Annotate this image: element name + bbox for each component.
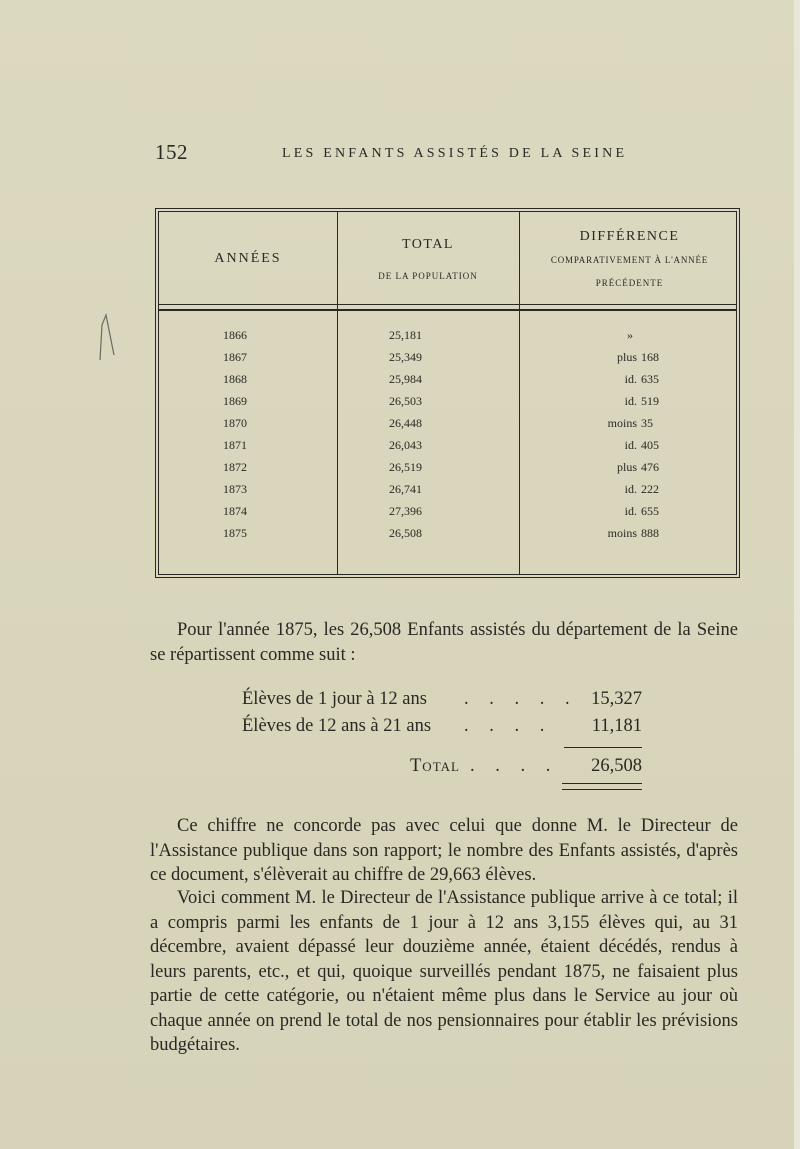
table-row bbox=[159, 394, 736, 416]
summary-list bbox=[242, 686, 642, 740]
difference-word-cell: id. bbox=[624, 394, 637, 408]
year-cell: 1868 bbox=[223, 372, 247, 386]
difference-word-cell: moins bbox=[607, 526, 637, 540]
year-cell: 1869 bbox=[223, 394, 247, 408]
column-header-total-sub: DE LA POPULATION bbox=[378, 271, 478, 281]
total-value: 26,508 bbox=[591, 756, 642, 776]
table-row bbox=[159, 460, 736, 482]
running-title: LES ENFANTS ASSISTÉS DE LA SEINE bbox=[282, 146, 628, 161]
year-cell: 1871 bbox=[223, 438, 247, 452]
population-table bbox=[155, 208, 740, 578]
table-row bbox=[159, 372, 736, 394]
table-body bbox=[159, 328, 736, 548]
difference-word-cell: plus bbox=[616, 460, 637, 474]
total-cell: 26,448 bbox=[389, 416, 422, 430]
page-number: 152 bbox=[155, 140, 188, 164]
pencil-mark bbox=[90, 305, 120, 365]
column-header-total: TOTAL bbox=[401, 237, 454, 252]
summary-value: 15,327 bbox=[591, 689, 642, 709]
year-cell: 1873 bbox=[223, 482, 247, 496]
difference-value-cell: 476 bbox=[641, 460, 659, 474]
table-row bbox=[159, 526, 736, 548]
total-label: Total bbox=[410, 756, 460, 776]
difference-value-cell: 888 bbox=[641, 526, 659, 540]
total-cell: 26,503 bbox=[389, 394, 422, 408]
total-double-rule bbox=[562, 783, 642, 790]
table-row bbox=[159, 438, 736, 460]
difference-value-cell: » bbox=[627, 328, 633, 342]
table-row bbox=[159, 504, 736, 526]
table-row bbox=[159, 350, 736, 372]
page-header bbox=[155, 140, 745, 170]
difference-value-cell: 168 bbox=[641, 350, 659, 364]
year-cell: 1870 bbox=[223, 416, 247, 430]
difference-value-cell: 635 bbox=[641, 372, 659, 386]
summary-label: Élèves de 12 ans à 21 ans bbox=[242, 716, 432, 736]
summary-line bbox=[242, 713, 642, 740]
difference-word-cell: plus bbox=[616, 350, 637, 364]
difference-value-cell: 222 bbox=[641, 482, 659, 496]
table-row bbox=[159, 416, 736, 438]
leader-dots: . . . . . bbox=[464, 689, 578, 709]
leader-dots: . . . . bbox=[464, 716, 553, 736]
paragraph-discrepancy: Ce chiffre ne concorde pas avec celui que donne M. le Directeur de l'Assistance publique dans son rapport; le nombre des Enfants assistés, d'après ce document, s'élèverait au chiffre de 29,663 élèves. bbox=[150, 816, 738, 885]
total-cell: 25,984 bbox=[389, 372, 422, 386]
page-edge bbox=[794, 0, 800, 1149]
summary-value: 11,181 bbox=[591, 716, 642, 736]
year-cell: 1874 bbox=[223, 504, 247, 518]
paragraph-intro: Pour l'année 1875, les 26,508 Enfants assistés du département de la Seine se répartissent comme suit : bbox=[150, 620, 738, 665]
difference-value-cell: 519 bbox=[641, 394, 659, 408]
year-cell: 1872 bbox=[223, 460, 247, 474]
difference-word-cell: id. bbox=[624, 372, 637, 386]
year-cell: 1867 bbox=[223, 350, 247, 364]
total-cell: 26,741 bbox=[389, 482, 422, 496]
difference-word-cell: moins bbox=[607, 416, 637, 430]
difference-value-cell: 655 bbox=[641, 504, 659, 518]
table-row bbox=[159, 482, 736, 504]
column-header-difference-sub2: PRÉCÉDENTE bbox=[595, 278, 664, 288]
table-row bbox=[159, 328, 736, 350]
total-cell: 26,519 bbox=[389, 460, 422, 474]
total-cell: 25,349 bbox=[389, 350, 422, 364]
sum-rule bbox=[564, 747, 642, 748]
total-cell: 26,043 bbox=[389, 438, 422, 452]
year-cell: 1866 bbox=[223, 328, 247, 342]
summary-label: Élèves de 1 jour à 12 ans bbox=[242, 689, 427, 709]
summary-line bbox=[242, 686, 642, 713]
total-cell: 25,181 bbox=[389, 328, 422, 342]
column-header-difference: DIFFÉRENCE bbox=[579, 229, 680, 244]
difference-word-cell: id. bbox=[624, 482, 637, 496]
leader-dots: . . . . bbox=[470, 756, 559, 776]
column-divider bbox=[519, 212, 520, 574]
header-rule bbox=[159, 304, 736, 311]
year-cell: 1875 bbox=[223, 526, 247, 540]
difference-word-cell: id. bbox=[624, 504, 637, 518]
total-cell: 26,508 bbox=[389, 526, 422, 540]
column-divider bbox=[337, 212, 338, 574]
total-cell: 27,396 bbox=[389, 504, 422, 518]
total-line bbox=[410, 756, 642, 783]
difference-value-cell: 35 bbox=[641, 416, 653, 430]
column-header-difference-sub: COMPARATIVEMENT À L'ANNÉE bbox=[550, 255, 709, 265]
difference-value-cell: 405 bbox=[641, 438, 659, 452]
paragraph-explanation: Voici comment M. le Directeur de l'Assistance publique arrive à ce total; il a compris parmi les enfants de 1 jour à 12 ans 3,155 élèves qui, au 31 décembre, avaient dépassé leur douzième année, étaient décédés, rendus à leurs parents, etc., et qui, quoique surveillés pendant 1875, ne faisaient plus partie de cette catégorie, ou n'étaient même plus dans le Service au jour où chaque année on prend le total de nos pensionnaires pour établir les prévisions budgétaires. bbox=[150, 888, 738, 1055]
difference-word-cell: id. bbox=[624, 438, 637, 452]
column-header-years: ANNÉES bbox=[214, 251, 282, 266]
